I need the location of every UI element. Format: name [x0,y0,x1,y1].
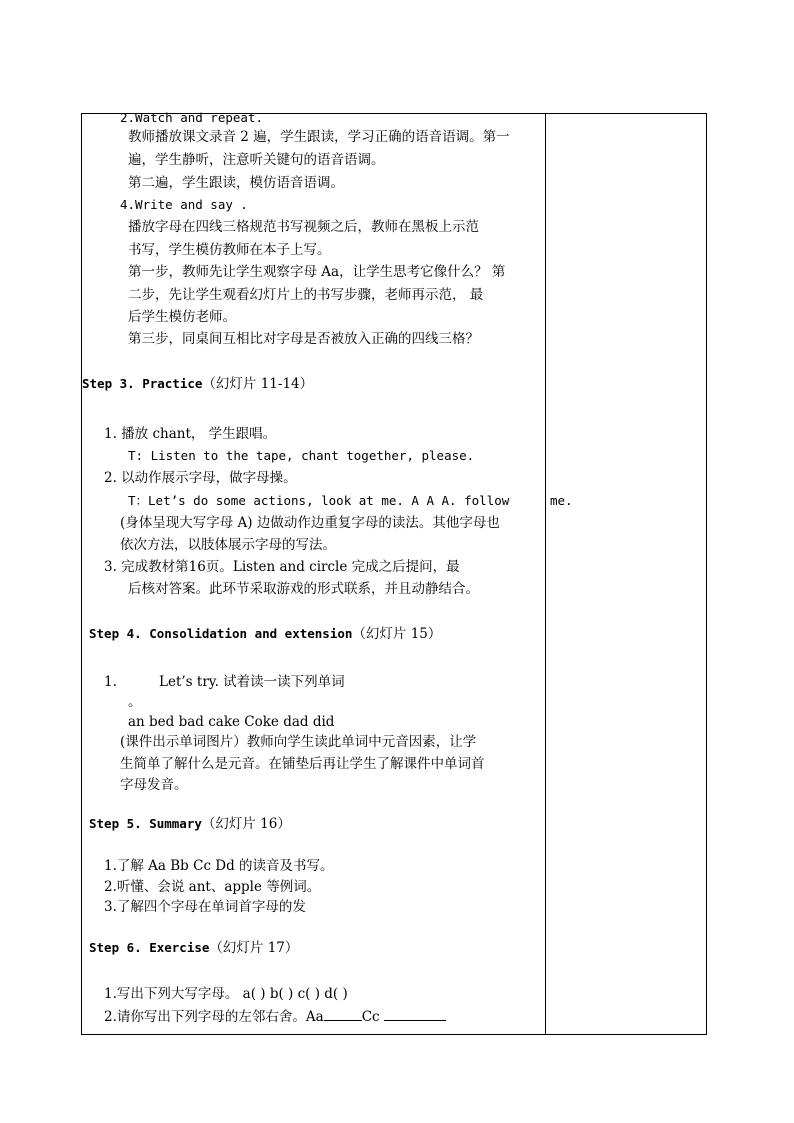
text-line: 1. 播放 chant， 学生跟唱。 [104,426,277,442]
answer-blank[interactable] [324,1008,362,1021]
step-3-heading: Step 3. Practice（幻灯片 11-14） [82,376,314,392]
text-line: 3. 完成教材第16页。Listen and circle 完成之后提问，最 [104,559,460,575]
column-divider [545,113,546,1035]
text-line: 1.了解 Aa Bb Cc Dd 的读音及书写。 [104,858,334,874]
text-line: 播放字母在四线三格规范书写视频之后，教师在黑板上示范 [128,219,479,235]
step-watch-and-repeat: 2.Watch and repeat. [120,110,263,125]
text-line: 后学生模仿老师。 [128,309,236,325]
text-line: 二步，先让学生观看幻灯片上的书写步骤，老师再示范， 最 [128,287,484,303]
text-line: 教师播放课文录音 2 遍，学生跟读，学习正确的语音语调。第一 [128,129,510,145]
text-line: 第一步，教师先让学生观察字母 Aa，让学生思考它像什么？ 第 [128,264,506,280]
text-line: Let’s try. 试着读一读下列单词 [159,674,345,690]
text-line: T：Let’s do some actions, look at me. A A A. follow [128,493,510,508]
text-line: (身体呈现大写字母 A) 边做动作边重复字母的读法。其他字母也 [120,515,500,531]
answer-blank[interactable] [384,1008,446,1021]
text-line: 后核对答案。此环节采取游戏的形式联系，并且动静结合。 [128,581,479,597]
text-line: T: Listen to the tape, chant together, please. [128,448,475,463]
step-4-heading: Step 4. Consolidation and extension（幻灯片 15） [89,626,442,642]
text-line: 第二遍，学生跟读，模仿语音语调。 [128,175,344,191]
text-line: 字母发音。 [120,777,188,793]
text-line: 书写，学生模仿教师在本子上写。 [128,242,331,258]
text-line: (课件出示单词图片）教师向学生读此单词中元音因素，让学 [120,734,477,750]
text-line: 生简单了解什么是元音。在铺垫后再让学生了解课件中单词首 [120,756,485,772]
exercise-line: 1.写出下列大写字母。 a( ) b( ) c( ) d( ) [104,986,348,1002]
text-line: 3.了解四个字母在单词首字母的发 [104,899,306,915]
text-line: 2.听懂、会说 ant、apple 等例词。 [104,879,321,895]
text-line: 遍，学生静听，注意听关键句的语音语调。 [128,152,385,168]
step-6-heading: Step 6. Exercise（幻灯片 17） [89,940,299,956]
step-5-heading: Step 5. Summary（幻灯片 16） [89,816,291,832]
exercise-line: 2.请你写出下列字母的左邻右舍。Aa Cc [104,1008,446,1025]
text-line-overflow: me. [550,493,573,508]
step-write-and-say: 4.Write and say . [120,197,248,212]
text-line: 。 [128,694,142,710]
text-line: 第三步，同桌间互相比对字母是否被放入正确的四线三格？ [128,331,479,347]
word-list: an bed bad cake Coke dad did [128,714,335,730]
text-line: 依次方法，以肢体展示字母的写法。 [120,537,336,553]
text-line: 2. 以动作展示字母，做字母操。 [104,470,297,486]
list-number: 1. [104,674,117,690]
